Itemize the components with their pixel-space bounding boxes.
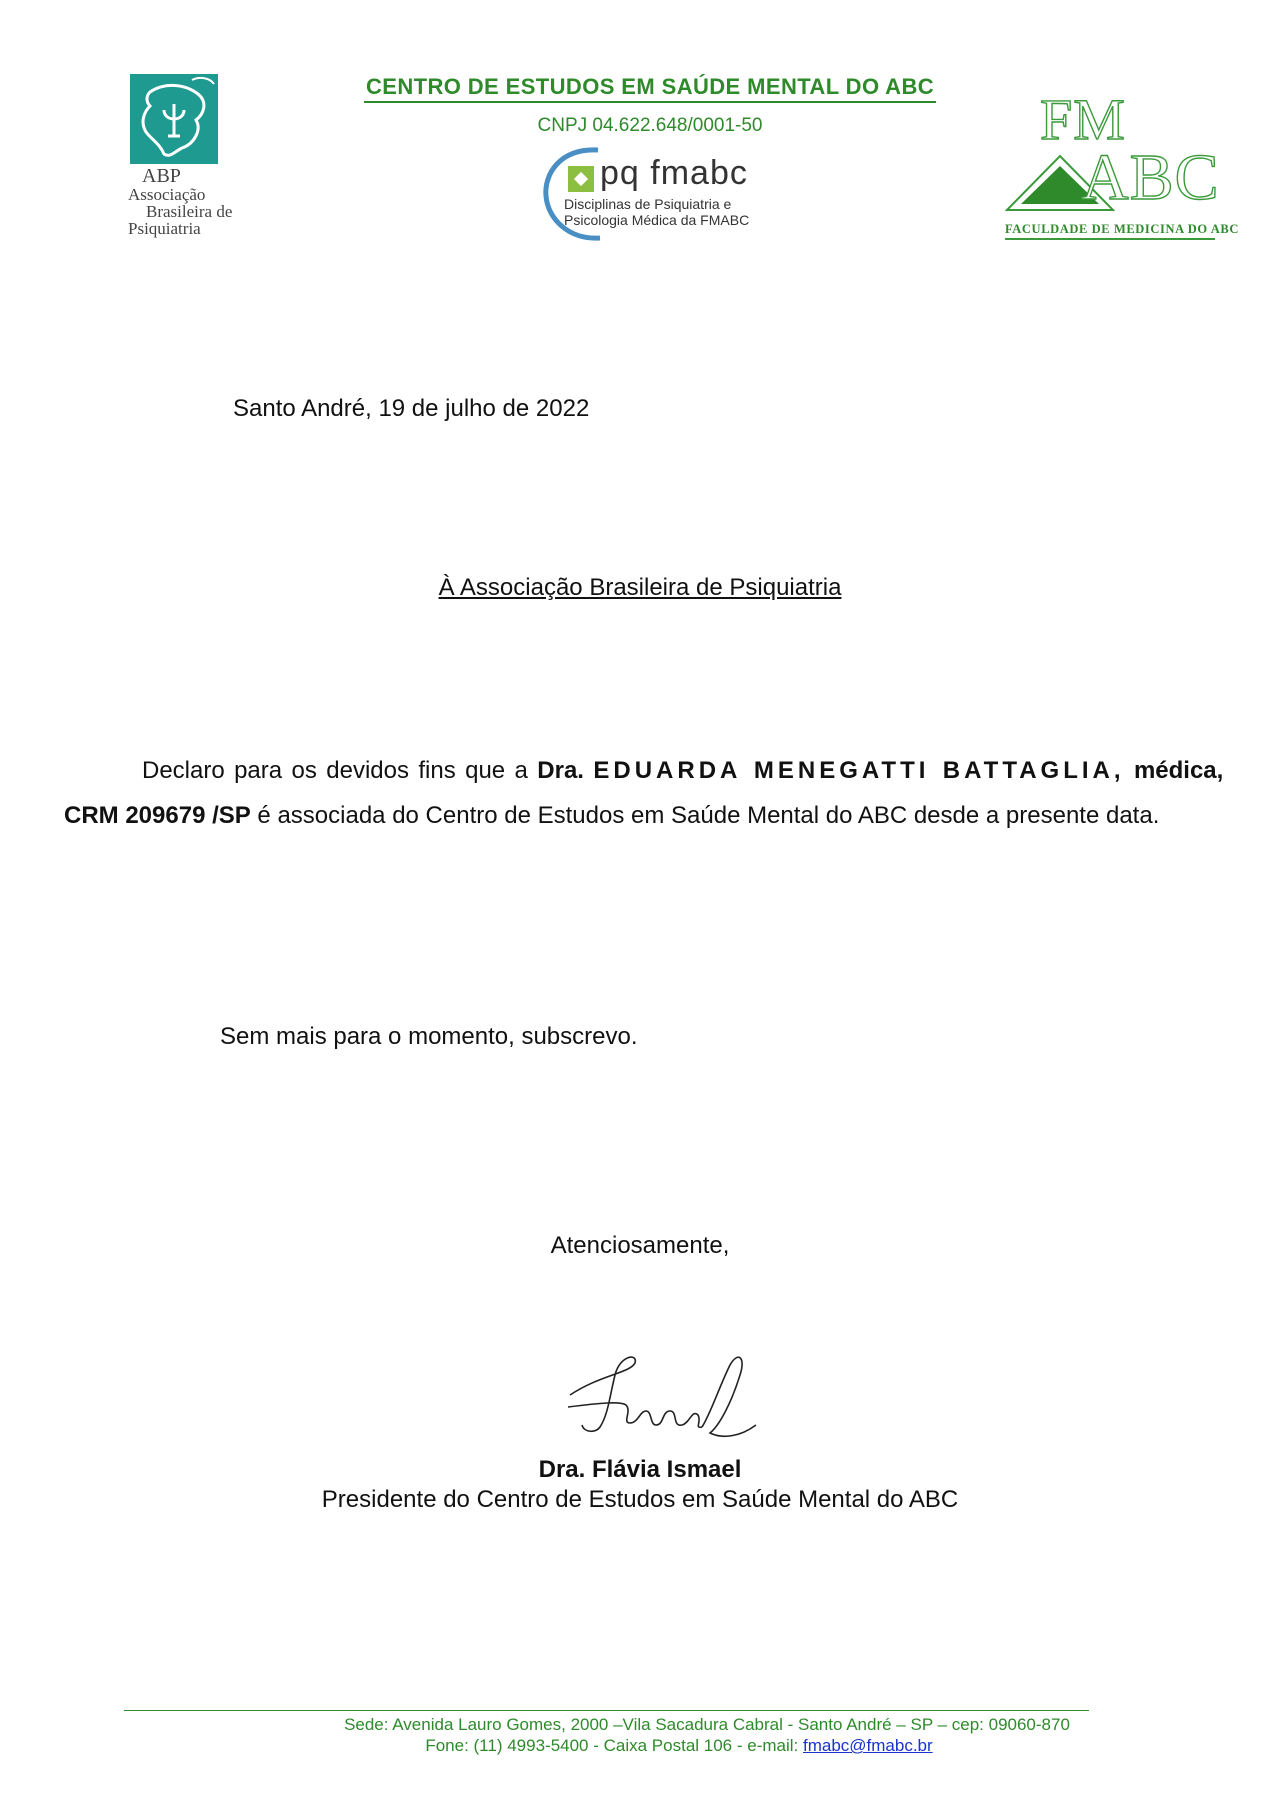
- institution-title: CENTRO DE ESTUDOS EM SAÚDE MENTAL DO ABC: [364, 74, 936, 103]
- footer-contact-text: Fone: (11) 4993-5400 - Caixa Postal 106 - e-mail:: [425, 1736, 803, 1755]
- pq-fmabc-logo: [540, 144, 780, 244]
- fm-abc-logo: [1005, 87, 1239, 242]
- abp-line2: Brasileira de: [146, 202, 233, 221]
- addressee-text: À Associação Brasileira de Psiquiatria: [438, 574, 842, 601]
- pq-subtitle-line1: Disciplinas de Psiquiatria e: [564, 196, 732, 212]
- declaration-rest: é associada do Centro de Estudos em Saúde Mental do ABC desde a presente data.: [250, 802, 1160, 829]
- declaration-name: EDUARDA MENEGATTI BATTAGLIA,: [593, 757, 1125, 784]
- handwritten-signature: [560, 1345, 760, 1445]
- declaration-paragraph: [64, 748, 1230, 838]
- pq-brand: pq fmabc: [600, 154, 748, 192]
- abp-caption: [128, 166, 258, 237]
- pq-square-icon: [568, 166, 594, 192]
- signer-role: Presidente do Centro de Estudos em Saúde Mental do ABC: [321, 1486, 959, 1513]
- abp-emblem-icon: [130, 74, 218, 164]
- pq-subtitle: [564, 196, 749, 228]
- declaration-intro: Declaro para os devidos fins que a: [142, 757, 538, 784]
- footer-address: Sede: Avenida Lauro Gomes, 2000 –Vila Sacadura Cabral - Santo André – SP – cep: 09060-870: [344, 1715, 1070, 1734]
- abc-letters: ABC: [1081, 141, 1220, 214]
- fm-underline: [1005, 238, 1215, 240]
- institution-cnpj: CNPJ 04.622.648/0001-50: [537, 115, 763, 136]
- footer-contact: [0, 1736, 1280, 1756]
- abp-logo: [128, 74, 258, 238]
- abp-abbr: ABP: [142, 165, 181, 187]
- date-line: Santo André, 19 de julho de 2022: [233, 395, 590, 422]
- abp-line3: Psiquiatria: [128, 219, 201, 238]
- fm-caption: FACULDADE DE MEDICINA DO ABC: [1005, 222, 1239, 236]
- declaration-profession: médica,: [1133, 757, 1224, 784]
- addressee: [0, 574, 1280, 602]
- pq-subtitle-line2: Psicologia Médica da FMABC: [564, 212, 750, 228]
- footer-divider: [124, 1710, 1089, 1711]
- letterhead-center: [300, 74, 1000, 137]
- declaration-title: Dra.: [537, 757, 584, 784]
- regards: Atenciosamente,: [550, 1232, 730, 1259]
- fm-letters: FM: [1040, 87, 1126, 152]
- footer-email-link[interactable]: fmabc@fmabc.br: [802, 1736, 933, 1755]
- closing-line: Sem mais para o momento, subscrevo.: [220, 1023, 638, 1050]
- abp-line1: Associação: [128, 185, 206, 204]
- signer-name: Dra. Flávia Ismael: [538, 1456, 742, 1483]
- declaration-crm: CRM 209679 /SP: [64, 802, 251, 829]
